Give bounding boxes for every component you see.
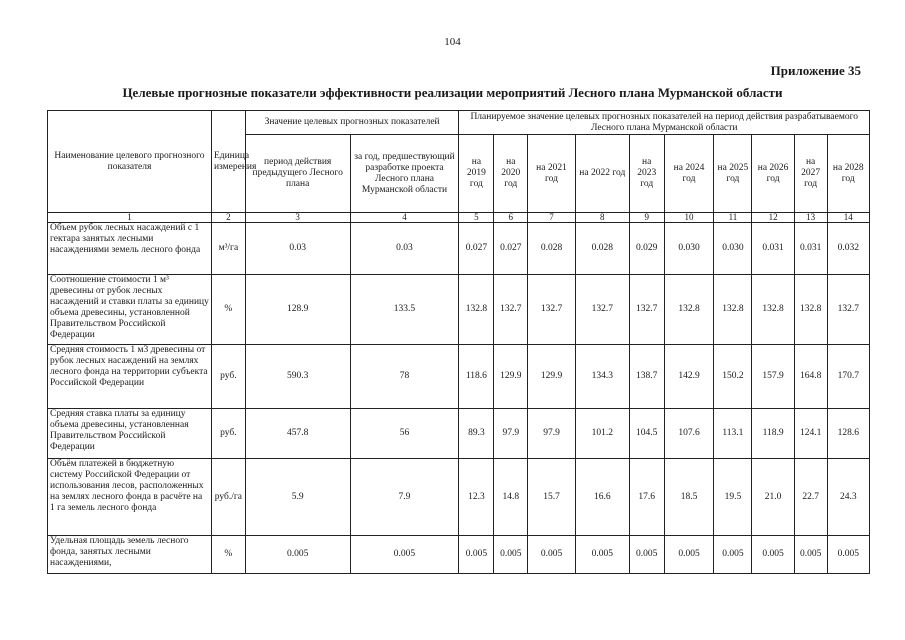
value-cell: 24.3	[827, 459, 869, 536]
page-number: 104	[444, 36, 461, 48]
column-number: 4	[350, 213, 459, 223]
value-cell: 0.027	[459, 223, 494, 275]
table-row	[48, 345, 870, 409]
value-cell: 0.03	[245, 223, 350, 275]
value-cell: 0.005	[664, 536, 714, 574]
header-name: Наименование целевого прогнозного показателя	[48, 111, 212, 213]
value-cell: 132.7	[827, 275, 869, 345]
value-cell: 132.7	[629, 275, 664, 345]
indicator-unit: руб./га	[211, 459, 245, 536]
value-cell: 0.031	[794, 223, 827, 275]
value-cell: 0.027	[494, 223, 528, 275]
value-cell: 0.029	[629, 223, 664, 275]
value-cell: 129.9	[528, 345, 576, 409]
value-cell: 132.8	[664, 275, 714, 345]
value-cell: 590.3	[245, 345, 350, 409]
column-number: 10	[664, 213, 714, 223]
column-number: 13	[794, 213, 827, 223]
value-cell: 132.7	[575, 275, 629, 345]
value-cell: 14.8	[494, 459, 528, 536]
header-year: на 2025 год	[714, 135, 752, 213]
header-planned-group: Планируемое значение целевых прогнозных показателей на период действия разрабатываемого Лесного плана Мурманской области	[459, 111, 870, 135]
value-cell: 104.5	[629, 409, 664, 459]
indicator-name: Объём платежей в бюджетную систему Российской Федерации от использования лесов, расположенных на землях лесного фонда в расчёте на 1 га земель лесного фонда	[48, 459, 212, 536]
value-cell: 133.5	[350, 275, 459, 345]
value-cell: 0.005	[714, 536, 752, 574]
value-cell: 124.1	[794, 409, 827, 459]
value-cell: 0.03	[350, 223, 459, 275]
value-cell: 107.6	[664, 409, 714, 459]
value-cell: 89.3	[459, 409, 494, 459]
value-cell: 157.9	[752, 345, 794, 409]
indicator-name: Удельная площадь земель лесного фонда, занятых лесными насаждениями,	[48, 536, 212, 574]
header-prev-year: за год, предшествующий разработке проекта Лесного плана Мурманской области	[350, 135, 459, 213]
value-cell: 101.2	[575, 409, 629, 459]
header-prev-period: период действия предыдущего Лесного плана	[245, 135, 350, 213]
value-cell: 19.5	[714, 459, 752, 536]
table-row	[48, 536, 870, 574]
value-cell: 0.030	[714, 223, 752, 275]
value-cell: 132.8	[459, 275, 494, 345]
value-cell: 78	[350, 345, 459, 409]
header-year: на 2023 год	[629, 135, 664, 213]
value-cell: 0.031	[752, 223, 794, 275]
table-row	[48, 223, 870, 275]
header-year: на 2028 год	[827, 135, 869, 213]
value-cell: 457.8	[245, 409, 350, 459]
value-cell: 97.9	[528, 409, 576, 459]
value-cell: 21.0	[752, 459, 794, 536]
column-number: 2	[211, 213, 245, 223]
value-cell: 132.7	[528, 275, 576, 345]
column-number: 11	[714, 213, 752, 223]
header-target-group: Значение целевых прогнозных показателей	[245, 111, 459, 135]
column-number: 8	[575, 213, 629, 223]
table-row	[48, 459, 870, 536]
value-cell: 15.7	[528, 459, 576, 536]
indicator-unit: м³/га	[211, 223, 245, 275]
value-cell: 128.9	[245, 275, 350, 345]
column-number: 6	[494, 213, 528, 223]
value-cell: 0.005	[494, 536, 528, 574]
value-cell: 7.9	[350, 459, 459, 536]
value-cell: 0.005	[350, 536, 459, 574]
value-cell: 0.005	[827, 536, 869, 574]
value-cell: 0.005	[629, 536, 664, 574]
value-cell: 113.1	[714, 409, 752, 459]
value-cell: 134.3	[575, 345, 629, 409]
indicator-unit: руб.	[211, 409, 245, 459]
value-cell: 128.6	[827, 409, 869, 459]
value-cell: 132.8	[714, 275, 752, 345]
column-number: 7	[528, 213, 576, 223]
value-cell: 129.9	[494, 345, 528, 409]
value-cell: 12.3	[459, 459, 494, 536]
column-number: 9	[629, 213, 664, 223]
value-cell: 0.032	[827, 223, 869, 275]
value-cell: 18.5	[664, 459, 714, 536]
indicators-table	[47, 110, 870, 574]
column-number: 5	[459, 213, 494, 223]
header-year: на 2020 год	[494, 135, 528, 213]
value-cell: 97.9	[494, 409, 528, 459]
value-cell: 0.028	[575, 223, 629, 275]
indicator-unit: %	[211, 536, 245, 574]
indicator-name: Объем рубок лесных насаждений с 1 гектара занятых лесными насаждениями земель лесного фонда	[48, 223, 212, 275]
value-cell: 0.005	[752, 536, 794, 574]
header-year: на 2024 год	[664, 135, 714, 213]
header-year: на 2026 год	[752, 135, 794, 213]
indicator-name: Средняя стоимость 1 м3 древесины от рубок лесных насаждений на землях лесного фонда на территории субъекта Российской Федерации	[48, 345, 212, 409]
value-cell: 138.7	[629, 345, 664, 409]
document-title: Целевые прогнозные показатели эффективности реализации мероприятий Лесного плана Мурманской области	[122, 85, 783, 100]
column-number: 1	[48, 213, 212, 223]
value-cell: 5.9	[245, 459, 350, 536]
appendix-label: Приложение 35	[770, 63, 861, 78]
value-cell: 118.6	[459, 345, 494, 409]
value-cell: 150.2	[714, 345, 752, 409]
value-cell: 132.7	[494, 275, 528, 345]
header-year: на 2022 год	[575, 135, 629, 213]
column-number: 12	[752, 213, 794, 223]
column-number: 3	[245, 213, 350, 223]
value-cell: 118.9	[752, 409, 794, 459]
value-cell: 132.8	[752, 275, 794, 345]
value-cell: 0.005	[794, 536, 827, 574]
value-cell: 22.7	[794, 459, 827, 536]
value-cell: 164.8	[794, 345, 827, 409]
header-year: на 2021 год	[528, 135, 576, 213]
indicator-name: Средняя ставка платы за единицу объема древесины, установленная Правительством Российской Федерации	[48, 409, 212, 459]
value-cell: 142.9	[664, 345, 714, 409]
indicator-unit: %	[211, 275, 245, 345]
column-number: 14	[827, 213, 869, 223]
header-year: на 2027 год	[794, 135, 827, 213]
value-cell: 56	[350, 409, 459, 459]
indicator-name: Соотношение стоимости 1 м³ древесины от рубок лесных насаждений и ставки платы за единицу объема древесины, установленной Правительством Российской Федерации	[48, 275, 212, 345]
value-cell: 0.028	[528, 223, 576, 275]
value-cell: 0.030	[664, 223, 714, 275]
value-cell: 0.005	[459, 536, 494, 574]
table-row	[48, 275, 870, 345]
value-cell: 0.005	[575, 536, 629, 574]
indicator-unit: руб.	[211, 345, 245, 409]
header-unit: Единица измерения	[211, 111, 245, 213]
value-cell: 0.005	[245, 536, 350, 574]
value-cell: 132.8	[794, 275, 827, 345]
value-cell: 16.6	[575, 459, 629, 536]
value-cell: 17.6	[629, 459, 664, 536]
value-cell: 0.005	[528, 536, 576, 574]
table-row	[48, 409, 870, 459]
header-year: на 2019 год	[459, 135, 494, 213]
value-cell: 170.7	[827, 345, 869, 409]
